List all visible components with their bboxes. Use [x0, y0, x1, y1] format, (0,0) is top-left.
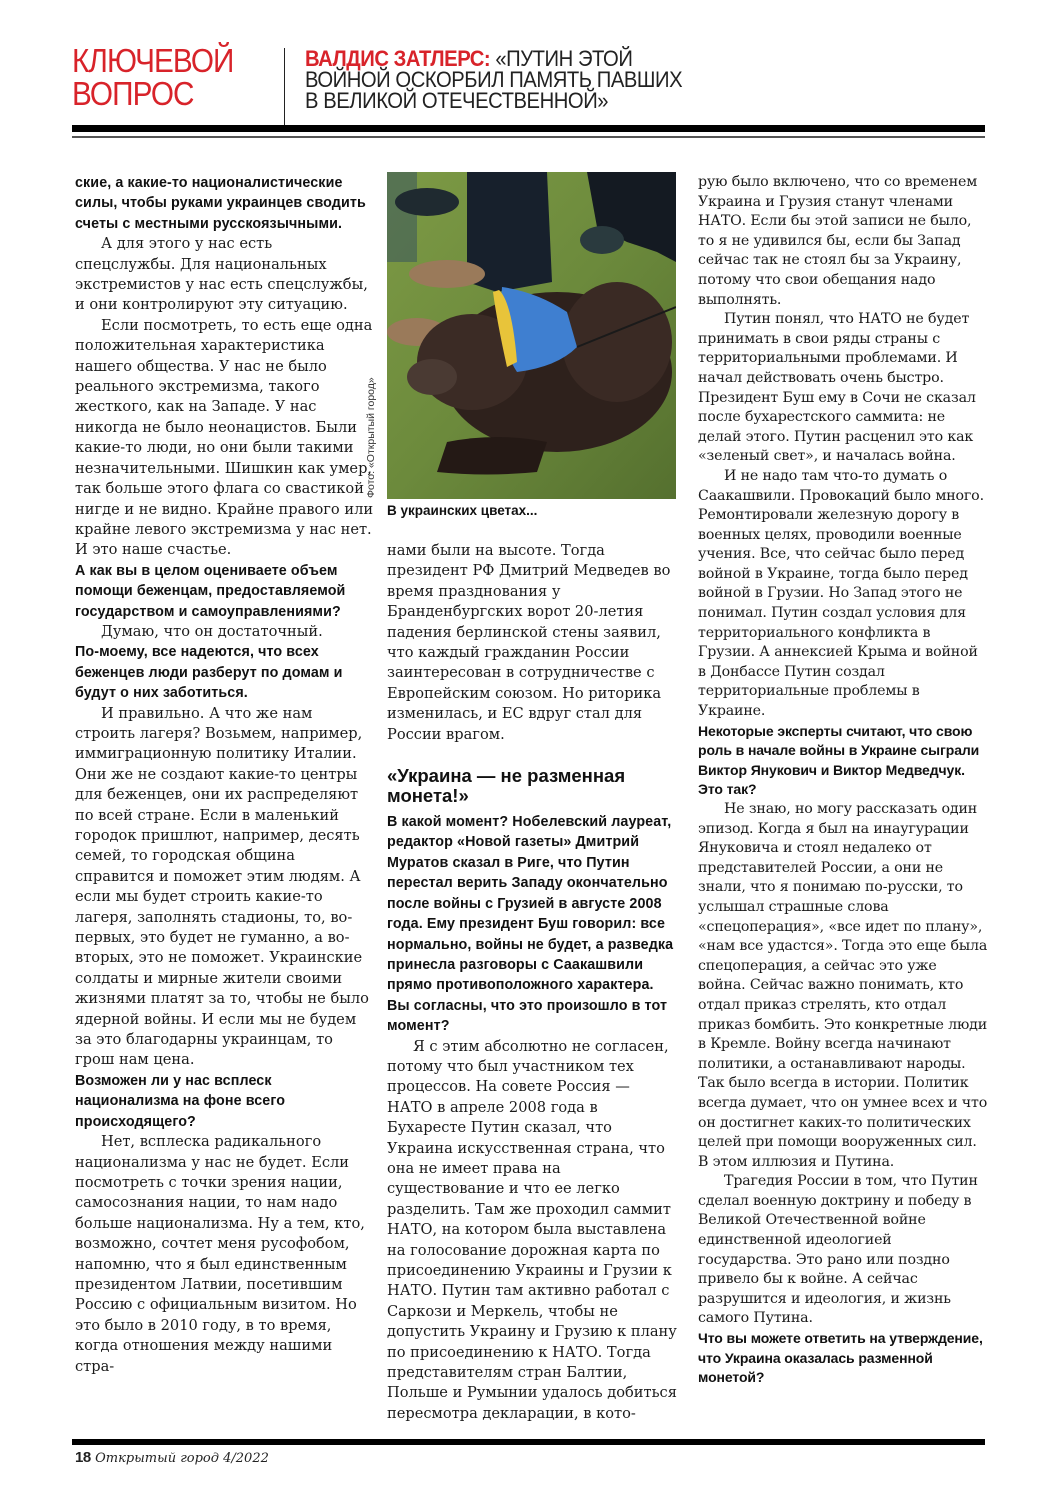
- footer-rule: [72, 1439, 985, 1445]
- photo-credit: Фото: «Открытый город»: [365, 377, 377, 498]
- article-paragraph: Я с этим абсолютно не согласен, потому что был участником тех процессов. На совете Россия — НАТО в апреле 2008 года в Бухаресте Путин сказал, что Украина искусственная страна, что она не имеет права на существование и что ее легко разделить. Там же проходил саммит НАТО, на котором была выставлена на голосование дорожная карта по присоединению Украины и Грузии к НАТО. Путин там активно работал с Саркози и Меркель, чтобы не допустить Украину и Грузию к плану по присоединению к НАТО. Тогда представителям стран Балтии, Польше и Румынии удалось добиться пересмотра декларации, в кото-: [387, 1037, 677, 1422]
- article-paragraph: Трагедия России в том, что Путин сделал военную доктрину и победу в Великой Отечественной войне единственной идеологией государства. Это рано или поздно привело бы к войне. А сейчас разрушится и идеология, и жизнь самого Путина.: [698, 1173, 978, 1327]
- section-subheading: «Украина — не разменная монета!»: [387, 765, 626, 807]
- interview-question: В какой момент? Нобелевский лауреат, редактор «Новой газеты» Дмитрий Муратов сказал в Риге, что Путин перестал верить Западу окончательно после войны с Грузией в августе 2008 года. Ему президент Буш говорил: все нормально, войны не будет, а разведка принесла разговоры с Саакашвили прямо противоположного характера. Вы согласны, что это произошло в тот момент?: [387, 814, 674, 1035]
- article-paragraph: нами были на высоте. Тогда президент РФ Дмитрий Медведев во время празднования у Бранденбургских ворот 20-летия падения берлинской стены заявил, что каждый гражданин России заинтересован в сотрудничестве с Европейским союзом. Но риторика изменилась, и ЕС вдруг стал для России врагом.: [387, 542, 671, 743]
- dog-photo-illustration: [387, 172, 676, 499]
- article-paragraph: Путин понял, что НАТО не будет принимать в свои ряды страны с территориальными проблемами. И начал действовать очень быстро. Президент Буш ему в Сочи не сказал после бухарестского саммита: не делай этого. Путин расценил это как «зеленый свет», и началась война.: [698, 311, 976, 465]
- article-column-2: [387, 541, 677, 1424]
- header-rule-thick: [72, 125, 985, 132]
- rubric-line-2: ВОПРОС: [72, 75, 194, 112]
- article-paragraph: И правильно. А что же нам строить лагеря? Возьмем, например, иммиграционную политику Италии. Они же не создают какие-то центры для беженцев, они их распределяют по всей стране. Если в маленький городок пришлют, например, десять семей, то городская община справится и поможет этим людям. А если мы будет строить какие-то лагеря, заполнять стадионы, то, во-первых, это будет не гуманно, а во-вторых, это не поможет. Украинские солдаты и мирные жители своими жизнями платят за то, чтобы не было ядерной войны. И если мы не будем за это благодарны украинцам, то грош нам цена.: [75, 704, 369, 1069]
- header-divider: [284, 48, 285, 126]
- article-paragraph: рую было включено, что со временем Украина и Грузия станут членами НАТО. Если бы этой записи не было, то я не удивился бы, если бы Запад сейчас так не стоял бы за Украину, потому что свои обещания надо выполнять.: [698, 174, 978, 308]
- article-photo: [387, 172, 676, 499]
- interview-question: Возможен ли у нас всплеск национализма на фоне всего происходящего?: [75, 1072, 286, 1130]
- headline-quote-1: «ПУТИН ЭТОЙ: [490, 46, 633, 71]
- interview-question: Некоторые эксперты считают, что свою роль в начале войны в Украине сыграли Виктор Янукович и Виктор Медведчук. Это так?: [698, 722, 980, 798]
- headline-quote-2: ВОЙНОЙ ОСКОРБИЛ ПАМЯТЬ ПАВШИХ: [305, 67, 683, 92]
- article-paragraph: И не надо там что-то думать о Саакашвили. Провокаций было много. Ремонтировали железную дорогу в военных целях, проводили военные учения. Все, что сейчас было перед войной в Украине, тогда было перед войной в Грузии. Но Запад этого не понимал. Путин создал условия для территориального конфликта в Грузии. А аннексией Крыма и войной в Донбассе Путин создал территориальные проблемы в Украине.: [698, 467, 984, 720]
- header-rule-thin: [72, 136, 985, 138]
- section-rubric: [72, 44, 252, 110]
- photo-caption: В украинских цветах...: [387, 503, 538, 518]
- page-number: 18: [75, 1449, 91, 1466]
- magazine-issue: Открытый город 4/2022: [95, 1451, 269, 1466]
- headline-quote-3: В ВЕЛИКОЙ ОТЕЧЕСТВЕННОЙ»: [305, 88, 609, 113]
- interview-question: ские, а какие-то националистические силы, чтобы руками украинцев сводить счеты с местными русскоязычными.: [75, 175, 366, 232]
- article-paragraph: Думаю, что он достаточный.: [101, 622, 323, 640]
- article-column-1: [75, 173, 375, 1377]
- interview-question: По-моему, все надеются, что всех беженцев люди разберут по домам и будут о них заботиться.: [75, 644, 343, 702]
- article-paragraph: Нет, всплеска радикального национализма у нас не будет. Если посмотреть с точки зрения нации, самосознания нации, то нам надо больше национализма. Ну а тем, кто, возможно, сочтет меня русофобом, напомню, что я был единственным президентом Латвии, посетившим Россию с официальным визитом. Но это было в 2010 году, в то время, когда отношения между нашими стра-: [75, 1133, 365, 1375]
- article-headline: [305, 48, 691, 111]
- headline-speaker: ВАЛДИС ЗАТЛЕРС:: [305, 46, 491, 71]
- article-paragraph: Не знаю, но могу рассказать один эпизод. Когда я был на инаугурации Януковича и стоял недалеко от представителей России, а они не знали, что я понимаю по-русски, то услышал страшные слова «спецоперация», «все идет по плану», «нам все удастся». Тогда это еще была спецоперация, а сейчас это уже война. Сейчас важно понимать, кто отдал приказ стрелять, кто отдал приказ бомбить. Это конкретные люди в Кремле. Войну всегда начинают политики, а останавливают народы. Так было всегда в истории. Политик всегда думает, что он умнее всех и что он достигнет каких-то политических целей при помощи вооруженных сил. В этом иллюзия и Путина.: [698, 801, 988, 1170]
- article-paragraph: Если посмотреть, то есть еще одна положительная характеристика нашего общества. У нас не было реального экстремизма, такого жесткого, как на Западе. У нас никогда не было неонацистов. Были какие-то люди, но они были такими незначительными. Шишкин как умер, так больше этого флага со свастикой нигде и не видно. Крайне правого или крайне левого экстремизма у нас нет. И это наше счастье.: [75, 316, 374, 559]
- interview-question: Что вы можете ответить на утверждение, что Украина оказалась разменной монетой?: [698, 1330, 983, 1386]
- article-column-3: [698, 173, 988, 1388]
- rubric-line-1: КЛЮЧЕВОЙ: [72, 42, 234, 79]
- page-footer: [75, 1449, 269, 1466]
- interview-question: А как вы в целом оцениваете объем помощи беженцам, предоставляемой государством и самоуправлениями?: [75, 562, 346, 620]
- article-paragraph: А для этого у нас есть спецслужбы. Для национальных экстремистов у нас есть спецслужбы, и они контролируют эту ситуацию.: [75, 235, 368, 314]
